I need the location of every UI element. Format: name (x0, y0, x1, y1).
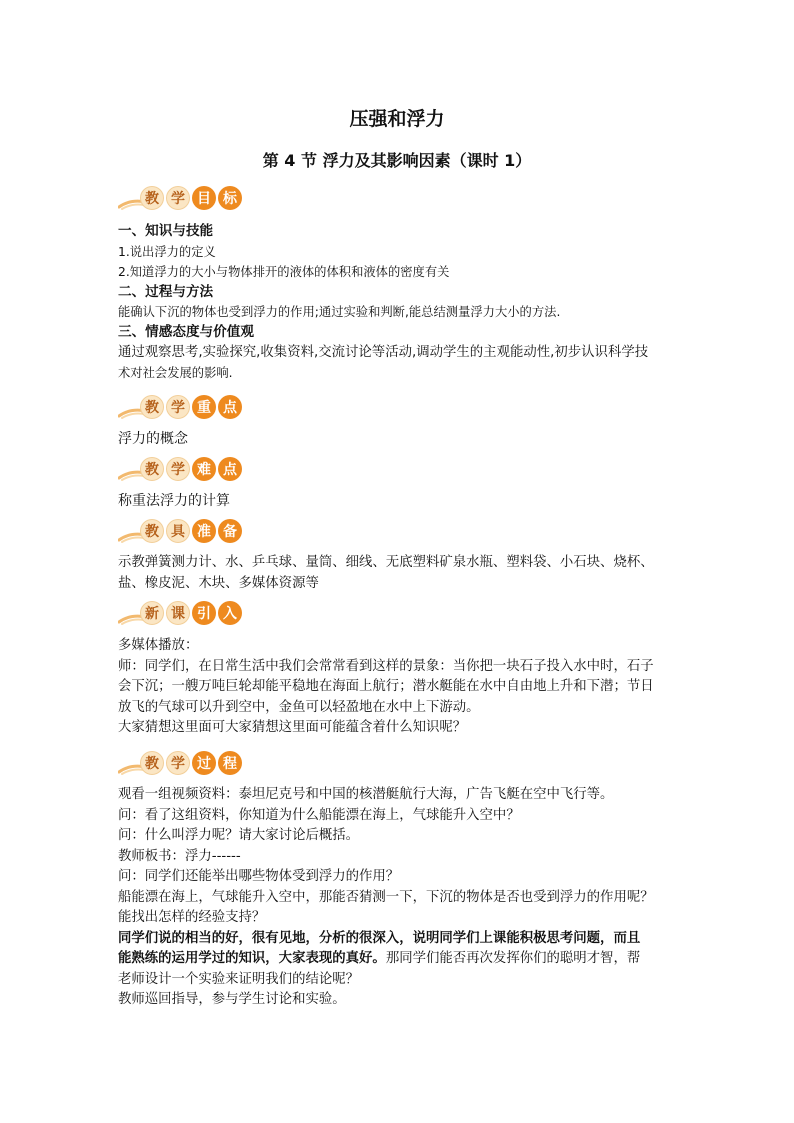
badge-char: 入 (218, 601, 242, 625)
intro-line: 师：同学们，在日常生活中我们会常常看到这样的景象：当你把一块石子投入水中时，石子 (118, 658, 654, 674)
badge-char: 准 (192, 519, 216, 543)
materials-line: 盐、橡皮泥、木块、多媒体资源等 (118, 575, 319, 591)
badge-char: 引 (192, 601, 216, 625)
document-title: 压强和浮力 (349, 108, 445, 130)
badge-char: 重 (192, 395, 216, 419)
key-point-text: 浮力的概念 (118, 431, 188, 447)
process-line-bold: 同学们说的相当的好，很有见地，分析的很深入，说明同学们上课能积极思考问题，而且 (118, 930, 641, 946)
badge-char: 课 (166, 601, 190, 625)
badge-char: 学 (166, 751, 190, 775)
goal-line: 2.知道浮力的大小与物体排开的液体的体积和液体的密度有关 (118, 264, 450, 279)
goal-line: 术对社会发展的影响. (118, 366, 233, 380)
badge-char: 目 (192, 186, 216, 210)
badge-char: 教 (140, 751, 164, 775)
introduction-section (118, 636, 678, 739)
badge-char: 点 (218, 395, 242, 419)
intro-line: 多媒体播放： (118, 638, 199, 653)
section-subtitle: 第 4 节 浮力及其影响因素（课时 1） (262, 151, 532, 170)
badge-char: 难 (192, 457, 216, 481)
difficulty-text: 称重法浮力的计算 (118, 493, 230, 509)
intro-line: 会下沉；一艘万吨巨轮却能平稳地在海面上航行；潜水艇能在水中自由地上升和下潜；节日 (118, 679, 654, 694)
goals-heading-process: 二、过程与方法 (118, 283, 214, 300)
goals-heading-attitude: 三、情感态度与价值观 (118, 324, 254, 340)
badge-char: 教 (140, 457, 164, 481)
process-normal-part: 那同学们能否再次发挥你们的聪明才智，帮 (385, 951, 641, 966)
teaching-goals-section (118, 221, 678, 383)
process-line: 能找出怎样的经验支持？ (118, 910, 266, 925)
teaching-process-section (118, 785, 678, 1011)
goal-line: 1.说出浮力的定义 (118, 244, 216, 259)
badge-char: 过 (192, 751, 216, 775)
badge-char: 学 (166, 457, 190, 481)
goal-line: 能确认下沉的物体也受到浮力的作用;通过实验和判断,能总结测量浮力大小的方法. (118, 305, 561, 319)
process-line: 问：什么叫浮力呢？请大家讨论后概括。 (118, 828, 360, 843)
badge-char: 备 (218, 519, 242, 543)
process-line: 问：看了这组资料，你知道为什么船能漂在海上，气球能升入空中？ (118, 807, 520, 823)
process-line-mixed (118, 949, 678, 970)
process-line: 教师板书：浮力------ (118, 848, 241, 864)
badge-char: 标 (218, 186, 242, 210)
badge-char: 新 (140, 601, 164, 625)
badge-char: 教 (140, 395, 164, 419)
goals-heading-knowledge: 一、知识与技能 (118, 223, 214, 239)
badge-char: 学 (166, 186, 190, 210)
badge-char: 教 (140, 186, 164, 210)
materials-section (118, 553, 678, 594)
materials-line: 示教弹簧测力计、水、乒乓球、量筒、细线、无底塑料矿泉水瓶、塑料袋、小石块、烧杯、 (118, 555, 654, 570)
process-line: 观看一组视频资料：泰坦尼克号和中国的核潜艇航行大海，广告飞艇在空中飞行等。 (118, 787, 614, 802)
process-line: 问：同学们还能举出哪些物体受到浮力的作用？ (118, 869, 400, 884)
badge-char: 学 (166, 395, 190, 419)
badge-char: 具 (166, 519, 190, 543)
intro-line: 放飞的气球可以升到空中，金鱼可以轻盈地在水中上下游动。 (118, 699, 480, 715)
process-line: 老师设计一个实验来证明我们的结论呢？ (118, 971, 360, 987)
goal-line: 通过观察思考,实验探究,收集资料,交流讨论等活动,调动学生的主观能动性,初步认识科学技 (118, 344, 649, 360)
process-line: 船能漂在海上，气球能升入空中，那能否猜测一下，下沉的物体是否也受到浮力的作用呢？ (118, 889, 654, 905)
process-line: 教师巡回指导，参与学生讨论和实验。 (118, 992, 346, 1007)
intro-line: 大家猜想这里面可大家猜想这里面可能蕴含着什么知识呢？ (118, 720, 467, 735)
badge-char: 教 (140, 519, 164, 543)
badge-char: 点 (218, 457, 242, 481)
badge-char: 程 (218, 751, 242, 775)
process-bold-part: 能熟练的运用学过的知识，大家表现的真好。 (118, 951, 386, 966)
